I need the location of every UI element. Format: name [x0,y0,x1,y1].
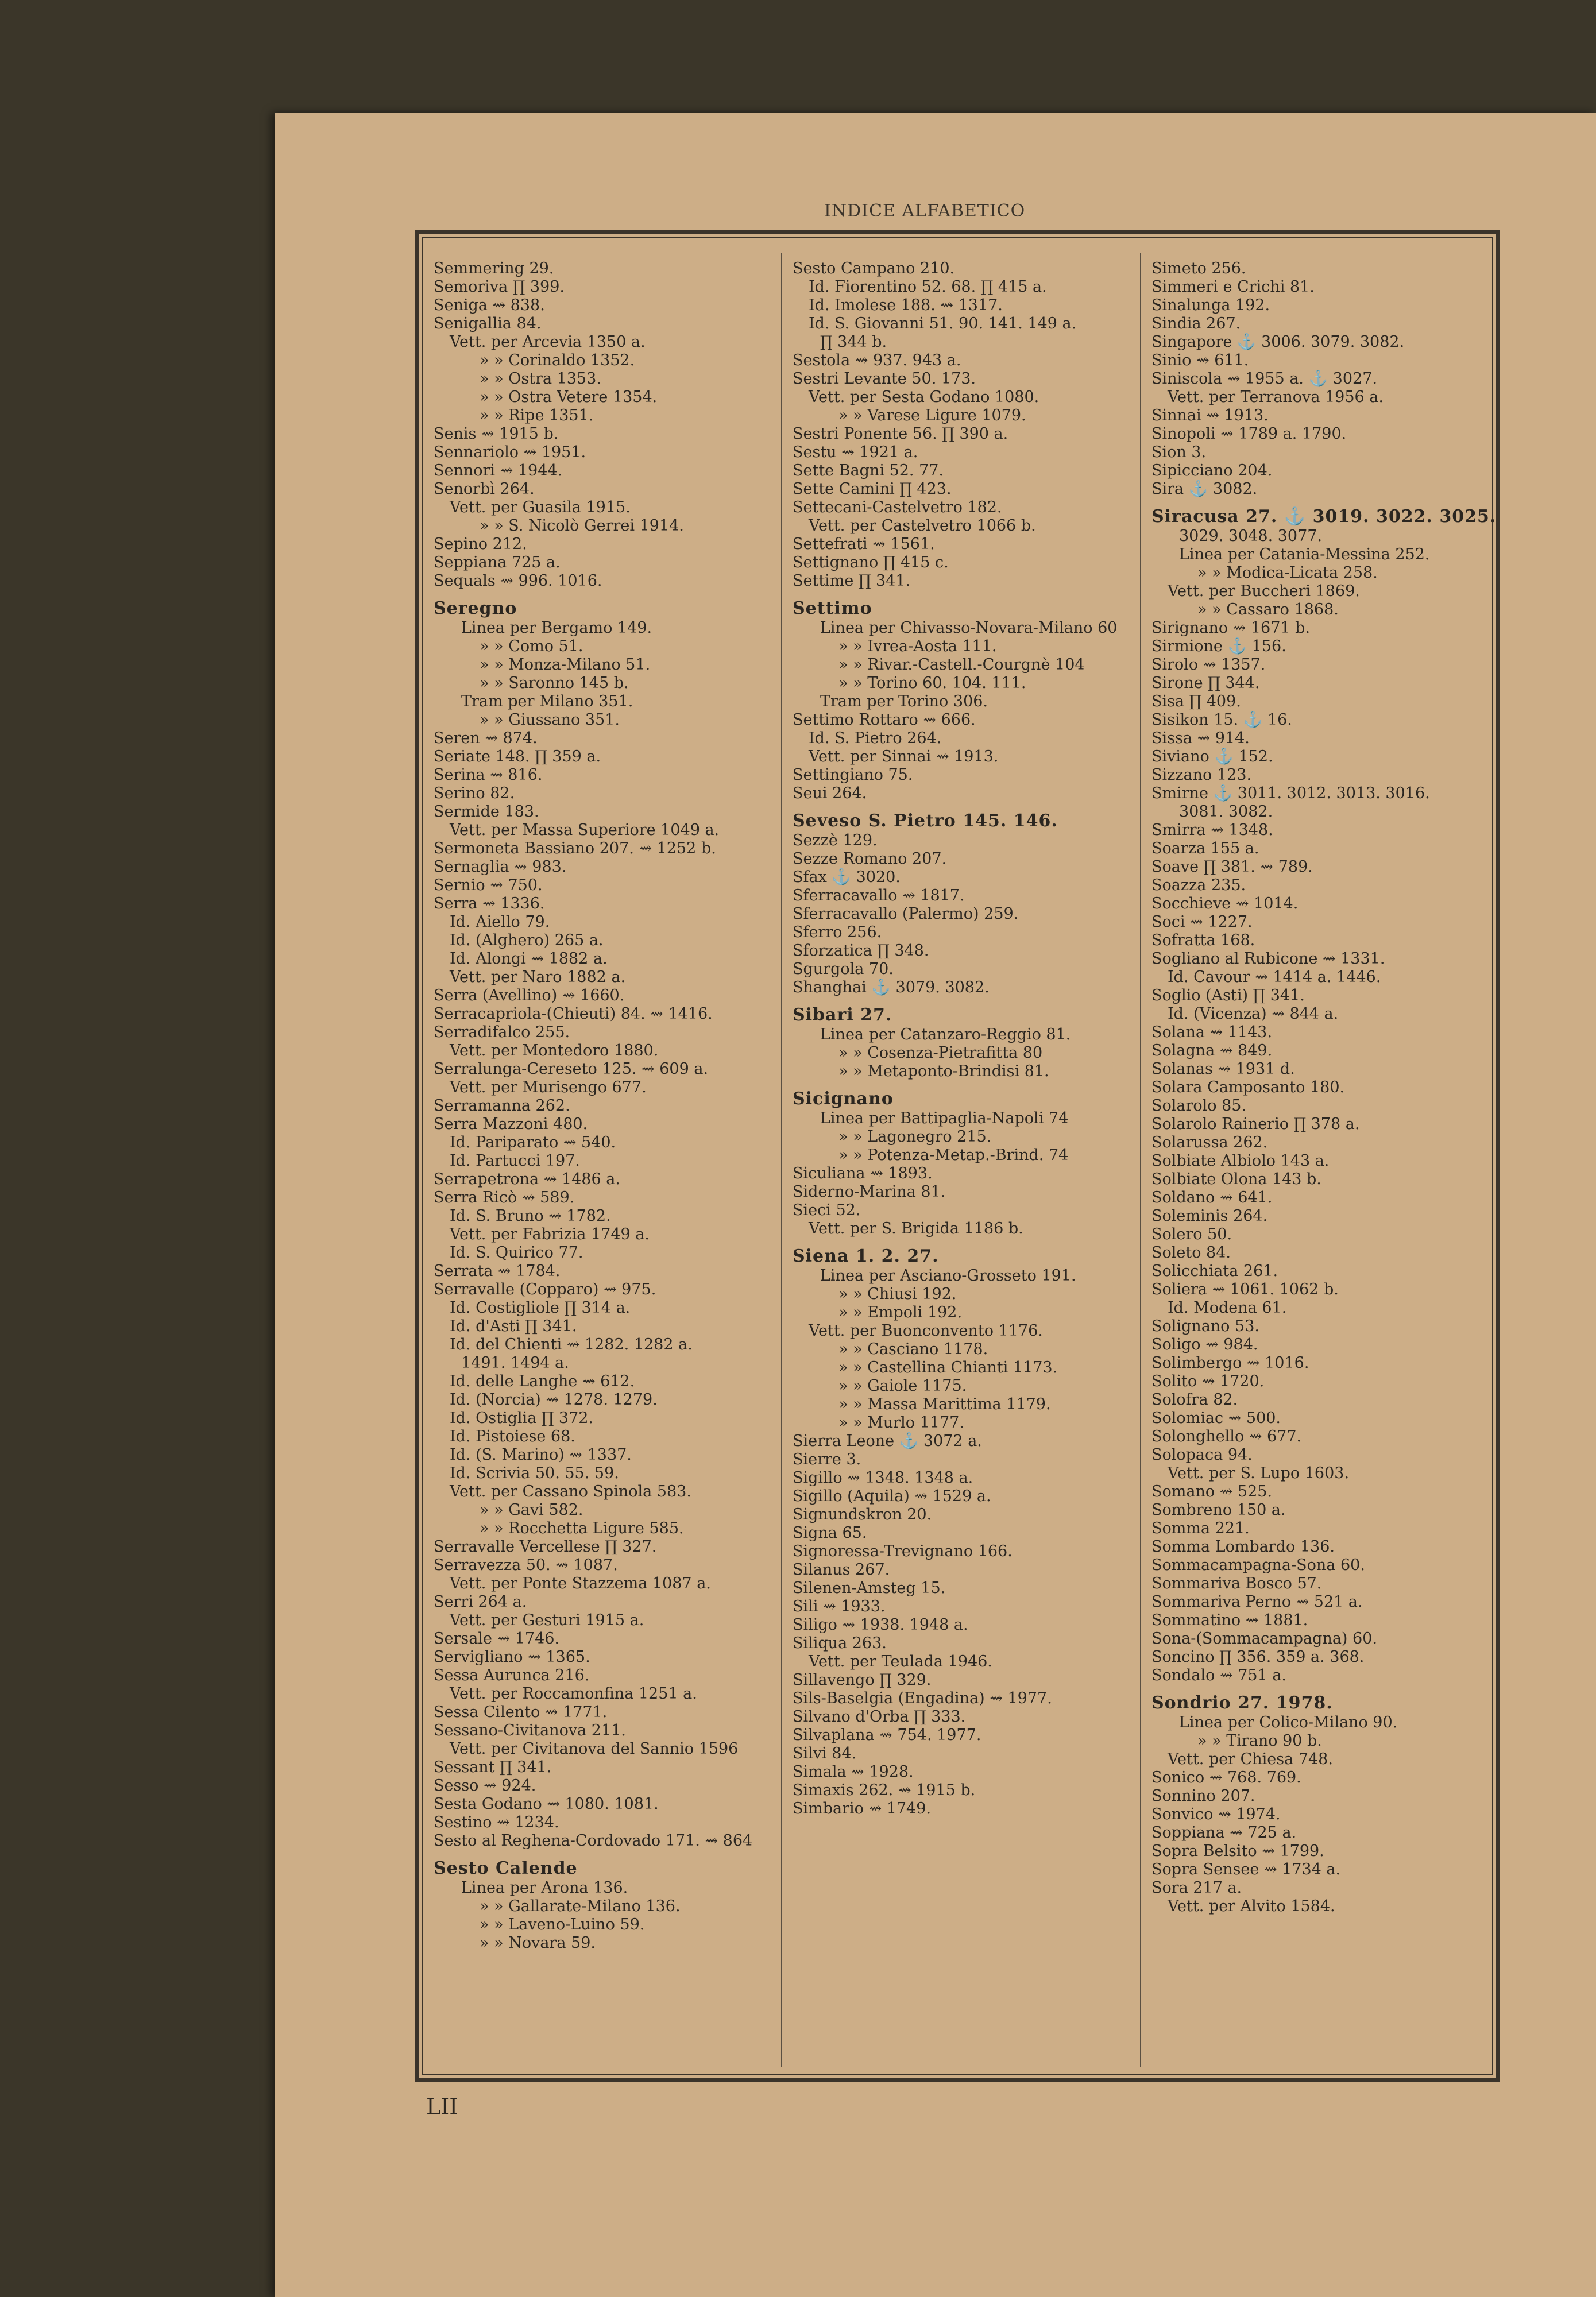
index-entry: Somma Lombardo 136. [1151,1538,1335,1556]
index-entry: Sesta Godano ⇝ 1080. 1081. [434,1795,659,1813]
index-entry: Sestola ⇝ 937. 943 a. [793,351,961,369]
index-entry: Sesto al Reghena-Cordovado 171. ⇝ 864 [434,1832,753,1850]
index-entry: Vett. per Roccamonfina 1251 a. [450,1685,697,1703]
index-entry: Serravalle Vercellese ∏ 327. [434,1538,657,1556]
index-entry: Sferracavallo (Palermo) 259. [793,905,1019,923]
index-entry: Id. S. Pietro 264. [809,729,942,747]
index-entry: Sonvico ⇝ 1974. [1151,1805,1281,1823]
index-entry: Sogliano al Rubicone ⇝ 1331. [1151,950,1385,968]
index-entry: Senorbì 264. [434,480,535,498]
index-entry: Sofratta 168. [1151,931,1255,949]
index-entry: Id. delle Langhe ⇝ 612. [450,1372,635,1390]
index-entry: Simmeri e Crichi 81. [1151,278,1315,296]
index-entry: » » Gallarate-Milano 136. [480,1897,681,1915]
index-entry: » » Castellina Chianti 1173. [838,1359,1058,1376]
index-entry: Sona-(Sommacampagna) 60. [1151,1630,1377,1648]
index-entry: Singapore ⚓ 3006. 3079. 3082. [1151,333,1405,351]
index-entry: Vett. per Buonconvento 1176. [809,1322,1043,1340]
column-divider [781,253,782,2067]
index-entry: Vett. per Arcevia 1350 a. [450,333,646,351]
index-entry: Tram per Milano 351. [461,693,633,710]
index-entry: Sermide 183. [434,803,539,821]
index-entry: Sierre 3. [793,1451,861,1468]
index-entry: Sferro 256. [793,923,882,941]
index-entry: » » Ivrea-Aosta 111. [838,637,997,655]
index-entry: Sili ⇝ 1933. [793,1598,886,1615]
index-entry: Sinnai ⇝ 1913. [1151,407,1269,424]
index-entry: Signoressa-Trevignano 166. [793,1542,1013,1560]
index-entry: Id. Partucci 197. [450,1152,580,1170]
index-entry: Solanas ⇝ 1931 d. [1151,1060,1295,1078]
index-entry: Sestri Levante 50. 173. [793,370,976,388]
index-entry: Vett. per S. Lupo 1603. [1168,1464,1350,1482]
index-entry: Solbiate Olona 143 b. [1151,1170,1321,1188]
index-entry: Seniga ⇝ 838. [434,296,545,314]
index-entry: Vett. per Sesta Godano 1080. [809,388,1039,406]
index-entry: » » Rivar.-Castell.-Courgnè 104 [838,656,1085,674]
index-entry: Id. S. Quirico 77. [450,1244,583,1262]
index-entry: Smirra ⇝ 1348. [1151,821,1273,839]
index-entry: Sesto Campano 210. [793,260,955,277]
index-entry: Sira ⚓ 3082. [1151,480,1258,498]
index-entry: Id. (Vicenza) ⇝ 844 a. [1168,1005,1339,1023]
index-entry: Vett. per Sinnai ⇝ 1913. [809,748,999,765]
index-entry: Soci ⇝ 1227. [1151,913,1253,931]
index-entry: Solito ⇝ 1720. [1151,1372,1265,1390]
index-entry: Sessa Cilento ⇝ 1771. [434,1703,608,1721]
index-entry: Sommatino ⇝ 1881. [1151,1611,1308,1629]
index-entry: Tram per Torino 306. [820,693,988,710]
index-entry: 3029. 3048. 3077. [1179,527,1323,545]
index-entry: Sindia 267. [1151,315,1241,332]
index-entry: Seveso S. Pietro 145. 146. [793,811,1058,831]
index-entry: Settingiano 75. [793,766,913,784]
index-entry: Seregno [434,598,517,618]
index-entry: Sion 3. [1151,443,1207,461]
index-entry: Id. del Chienti ⇝ 1282. 1282 a. [450,1336,693,1354]
index-entry: Sinio ⇝ 611. [1151,351,1249,369]
index-entry: Serri 264 a. [434,1593,527,1611]
index-entry: » » Massa Marittima 1179. [838,1395,1051,1413]
index-entry: Solomiac ⇝ 500. [1151,1409,1281,1427]
index-entry: 3081. 3082. [1179,803,1273,821]
index-entry: Sette Camini ∏ 423. [793,480,952,498]
index-entry: Sestu ⇝ 1921 a. [793,443,918,461]
index-entry: Sizzano 123. [1151,766,1252,784]
index-entry: Serrata ⇝ 1784. [434,1262,561,1280]
index-entry: Servigliano ⇝ 1365. [434,1648,590,1666]
index-entry: Serravalle (Copparo) ⇝ 975. [434,1281,656,1298]
index-entry: Somma 221. [1151,1519,1250,1537]
index-entry: Sillavengo ∏ 329. [793,1671,932,1689]
index-entry: Soliera ⇝ 1061. 1062 b. [1151,1281,1339,1298]
index-entry: Linea per Colico-Milano 90. [1179,1714,1398,1731]
index-entry: Id. Costigliole ∏ 314 a. [450,1299,631,1317]
index-entry: Simaxis 262. ⇝ 1915 b. [793,1781,976,1799]
index-entry: Sirmione ⚓ 156. [1151,637,1286,655]
index-entry: Sora 217 a. [1151,1879,1242,1897]
index-entry: » » Murlo 1177. [838,1414,964,1432]
index-entry: Sennariolo ⇝ 1951. [434,443,586,461]
index-entry: Smirne ⚓ 3011. 3012. 3013. 3016. [1151,784,1430,802]
index-entry: Silvaplana ⇝ 754. 1977. [793,1726,981,1744]
index-entry: Sennori ⇝ 1944. [434,462,563,479]
index-entry: Sirone ∏ 344. [1151,674,1260,692]
index-entry: Seppiana 725 a. [434,554,561,571]
index-entry: Vett. per Civitanova del Sannio 1596 [450,1740,739,1758]
index-entry: Settecani-Castelvetro 182. [793,498,1002,516]
index-entry: Sessant ∏ 341. [434,1758,552,1776]
index-entry: Sezzè 129. [793,832,878,849]
index-entry: Simbario ⇝ 1749. [793,1800,931,1818]
index-entry: Sonnino 207. [1151,1787,1255,1805]
index-entry: Siracusa 27. ⚓ 3019. 3022. 3025. [1151,506,1496,527]
index-entry: Id. Pariparato ⇝ 540. [450,1134,616,1151]
index-entry: Serradifalco 255. [434,1023,570,1041]
index-entry: Seren ⇝ 874. [434,729,538,747]
index-entry: Sirolo ⇝ 1357. [1151,656,1266,674]
index-entry: Id. Pistoiese 68. [450,1428,575,1445]
index-entry: » » Torino 60. 104. 111. [838,674,1026,692]
index-entry: Seriate 148. ∏ 359 a. [434,748,601,765]
index-entry: Vett. per Terranova 1956 a. [1168,388,1384,406]
index-entry: Somano ⇝ 525. [1151,1483,1273,1501]
index-entry: Solbiate Albiolo 143 a. [1151,1152,1330,1170]
index-entry: Sinalunga 192. [1151,296,1270,314]
index-entry: Silvi 84. [793,1745,857,1762]
index-entry: » » Empoli 192. [838,1304,963,1321]
index-entry: Id. (Norcia) ⇝ 1278. 1279. [450,1391,658,1409]
index-entry: Silanus 267. [793,1561,890,1579]
index-entry: Vett. per Guasila 1915. [450,498,631,516]
index-entry: Sieci 52. [793,1201,861,1219]
index-entry: Simala ⇝ 1928. [793,1763,914,1781]
index-entry: Vett. per Massa Superiore 1049 a. [450,821,720,839]
index-entry: Id. S. Bruno ⇝ 1782. [450,1207,611,1225]
index-entry: Soleto 84. [1151,1244,1231,1262]
index-entry: Vett. per Montedoro 1880. [450,1042,659,1059]
index-entry: » » Ripe 1351. [480,407,594,424]
index-entry: Sfax ⚓ 3020. [793,868,901,886]
index-entry: Linea per Asciano-Grosseto 191. [820,1267,1076,1285]
index-entry: Sessano-Civitanova 211. [434,1722,626,1739]
index-entry: Sessa Aurunca 216. [434,1666,590,1684]
index-entry: Siviano ⚓ 152. [1151,748,1273,765]
index-entry: Shanghai ⚓ 3079. 3082. [793,979,990,996]
index-entry: Serra Ricò ⇝ 589. [434,1189,575,1206]
index-entry: Sigillo ⇝ 1348. 1348 a. [793,1469,973,1487]
index-entry: Sommacampagna-Sona 60. [1151,1556,1365,1574]
index-entry: Id. (Alghero) 265 a. [450,931,604,949]
index-entry: Solero 50. [1151,1225,1232,1243]
index-entry: Siderno-Marina 81. [793,1183,946,1201]
index-entry: Sferracavallo ⇝ 1817. [793,887,965,904]
index-entry: Sopra Sensee ⇝ 1734 a. [1151,1861,1341,1878]
index-entry: Sesto Calende [434,1858,578,1878]
index-entry: Linea per Catania-Messina 252. [1179,546,1430,563]
index-column-3 [1151,260,1496,2068]
index-entry: Soarza 155 a. [1151,840,1259,857]
index-entry: Solignano 53. [1151,1317,1259,1335]
index-entry: Linea per Bergamo 149. [461,619,652,637]
index-entry: Sissa ⇝ 914. [1151,729,1250,747]
index-entry: Semmering 29. [434,260,554,277]
index-entry: Soleminis 264. [1151,1207,1268,1225]
index-entry: Siculiana ⇝ 1893. [793,1165,933,1182]
index-entry: Vett. per Chiesa 748. [1168,1750,1333,1768]
index-entry: » » Rocchetta Ligure 585. [480,1519,684,1537]
index-entry: Settimo Rottaro ⇝ 666. [793,711,976,729]
index-entry: Linea per Arona 136. [461,1879,628,1897]
index-entry: Soldano ⇝ 641. [1151,1189,1273,1206]
index-entry: » » Modica-Licata 258. [1197,564,1378,582]
index-entry: Settime ∏ 341. [793,572,911,590]
index-entry: » » Ostra 1353. [480,370,601,388]
index-entry: Sernaglia ⇝ 983. [434,858,567,876]
index-entry: Sonico ⇝ 768. 769. [1151,1769,1301,1786]
index-entry: Id. d'Asti ∏ 341. [450,1317,577,1335]
index-entry: Signa 65. [793,1524,867,1542]
index-entry: Id. Cavour ⇝ 1414 a. 1446. [1168,968,1381,986]
index-entry: Id. Modena 61. [1168,1299,1287,1317]
index-column-2 [793,260,1137,2068]
index-entry: Solagna ⇝ 849. [1151,1042,1273,1059]
index-entry: Sommariva Perno ⇝ 521 a. [1151,1593,1363,1611]
index-entry: ∏ 344 b. [820,333,887,351]
index-entry: Serrapetrona ⇝ 1486 a. [434,1170,620,1188]
index-entry: Serra Mazzoni 480. [434,1115,588,1133]
index-entry: Semoriva ∏ 399. [434,278,565,296]
index-entry: Solicchiata 261. [1151,1262,1278,1280]
index-entry: Serino 82. [434,784,515,802]
index-entry: Solarussa 262. [1151,1134,1268,1151]
index-entry: Serra ⇝ 1336. [434,895,545,912]
index-entry: Simeto 256. [1151,260,1246,277]
index-entry: Serracapriola-(Chieuti) 84. ⇝ 1416. [434,1005,713,1023]
index-entry: Soazza 235. [1151,876,1246,894]
index-entry: » » Casciano 1178. [838,1340,988,1358]
index-entry: Sibari 27. [793,1005,892,1025]
index-entry: Solofra 82. [1151,1391,1238,1409]
index-entry: Silvano d'Orba ∏ 333. [793,1708,966,1726]
index-entry: Senis ⇝ 1915 b. [434,425,559,443]
index-entry: Vett. per Alvito 1584. [1168,1897,1335,1915]
index-entry: Soave ∏ 381. ⇝ 789. [1151,858,1313,876]
index-entry: Vett. per Fabrizia 1749 a. [450,1225,650,1243]
index-entry: Solopaca 94. [1151,1446,1253,1464]
index-entry: Sestri Ponente 56. ∏ 390 a. [793,425,1008,443]
index-entry: » » Varese Ligure 1079. [838,407,1026,424]
index-entry: Sesso ⇝ 924. [434,1777,536,1795]
index-entry: Sgurgola 70. [793,960,894,978]
index-entry: » » Metaponto-Brindisi 81. [838,1062,1049,1080]
index-entry: Solarolo Rainerio ∏ 378 a. [1151,1115,1360,1133]
index-entry: » » Ostra Vetere 1354. [480,388,658,406]
index-entry: Linea per Chivasso-Novara-Milano 60 [820,619,1118,637]
index-entry: Vett. per Buccheri 1869. [1168,582,1360,600]
index-entry: Serramanna 262. [434,1097,570,1115]
index-entry: Settimo [793,598,872,618]
index-entry: Sirignano ⇝ 1671 b. [1151,619,1311,637]
index-entry: » » Tirano 90 b. [1197,1732,1322,1750]
index-entry: Soncino ∏ 356. 359 a. 368. [1151,1648,1365,1666]
index-entry: Serralunga-Cereseto 125. ⇝ 609 a. [434,1060,709,1078]
index-entry: Seui 264. [793,784,867,802]
index-entry: Siniscola ⇝ 1955 a. ⚓ 3027. [1151,370,1377,388]
column-divider [1140,253,1141,2067]
index-entry: Vett. per Naro 1882 a. [450,968,626,986]
index-entry: Sombreno 150 a. [1151,1501,1286,1519]
index-entry: Settignano ∏ 415 c. [793,554,949,571]
index-entry: Siliqua 263. [793,1634,887,1652]
index-entry: Linea per Catanzaro-Reggio 81. [820,1026,1071,1043]
index-entry: Sepino 212. [434,535,527,553]
index-entry: Vett. per S. Brigida 1186 b. [809,1220,1023,1238]
index-entry: Solimbergo ⇝ 1016. [1151,1354,1309,1372]
index-entry: Serra (Avellino) ⇝ 1660. [434,987,625,1004]
index-entry: Soligo ⇝ 984. [1151,1336,1258,1354]
index-entry: Sernio ⇝ 750. [434,876,543,894]
index-entry: » » Laveno-Luino 59. [480,1916,645,1933]
index-entry: » » Cosenza-Pietrafitta 80 [838,1044,1043,1062]
index-entry: » » Cassaro 1868. [1197,601,1339,618]
index-entry: Solara Camposanto 180. [1151,1078,1345,1096]
index-entry: Sicignano [793,1089,894,1109]
index-entry: » » Chiusi 192. [838,1285,957,1303]
index-entry: Id. S. Giovanni 51. 90. 141. 149 a. [809,315,1077,332]
index-entry: Sondalo ⇝ 751 a. [1151,1666,1286,1684]
index-entry: Sils-Baselgia (Engadina) ⇝ 1977. [793,1689,1052,1707]
index-entry: Sezze Romano 207. [793,850,947,868]
index-entry: Vett. per Murisengo 677. [450,1078,647,1096]
index-entry: Id. Imolese 188. ⇝ 1317. [809,296,1003,314]
index-entry: Sopra Belsito ⇝ 1799. [1151,1842,1324,1860]
page-number: LII [426,2094,458,2120]
index-entry: Id. Fiorentino 52. 68. ∏ 415 a. [809,278,1047,296]
index-entry: » » Gavi 582. [480,1501,583,1519]
index-entry: Vett. per Castelvetro 1066 b. [809,517,1036,535]
index-column-1 [434,260,778,2068]
index-entry: Signundskron 20. [793,1506,932,1523]
index-entry: » » Como 51. [480,637,583,655]
index-entry: Vett. per Cassano Spinola 583. [450,1483,691,1501]
index-entry: Solonghello ⇝ 677. [1151,1428,1302,1445]
index-entry: Settefrati ⇝ 1561. [793,535,935,553]
index-entry: » » Giussano 351. [480,711,620,729]
index-entry: Sisikon 15. ⚓ 16. [1151,711,1292,729]
index-entry: Sinopoli ⇝ 1789 a. 1790. [1151,425,1347,443]
index-entry: Id. Scrivia 50. 55. 59. [450,1464,619,1482]
index-entry: Sierra Leone ⚓ 3072 a. [793,1432,982,1450]
index-entry: » » Lagonegro 215. [838,1128,992,1146]
index-entry: Sipicciano 204. [1151,462,1273,479]
index-entry: Silenen-Amsteg 15. [793,1579,946,1597]
index-entry: Id. Aiello 79. [450,913,550,931]
index-entry: Sisa ∏ 409. [1151,693,1241,710]
index-entry: Vett. per Gesturi 1915 a. [450,1611,644,1629]
index-entry: Id. Alongi ⇝ 1882 a. [450,950,608,968]
index-entry: Serravezza 50. ⇝ 1087. [434,1556,618,1574]
index-entry: » » Saronno 145 b. [480,674,629,692]
index-entry: Siligo ⇝ 1938. 1948 a. [793,1616,968,1634]
index-entry: Socchieve ⇝ 1014. [1151,895,1299,912]
index-entry: » » Potenza-Metap.-Brind. 74 [838,1146,1069,1164]
index-entry: Id. Ostiglia ∏ 372. [450,1409,594,1427]
index-entry: Sigillo (Aquila) ⇝ 1529 a. [793,1487,991,1505]
index-entry: Serina ⇝ 816. [434,766,543,784]
index-entry: Vett. per Teulada 1946. [809,1653,992,1670]
index-entry: Solarolo 85. [1151,1097,1247,1115]
index-entry: 1491. 1494 a. [461,1354,569,1372]
index-entry: Sforzatica ∏ 348. [793,942,929,960]
index-entry: Sette Bagni 52. 77. [793,462,944,479]
index-entry: Linea per Battipaglia-Napoli 74 [820,1109,1069,1127]
index-entry: Sondrio 27. 1978. [1151,1693,1333,1713]
index-entry: Sommariva Bosco 57. [1151,1575,1322,1592]
index-entry: Soppiana ⇝ 725 a. [1151,1824,1297,1842]
index-entry: Senigallia 84. [434,315,542,332]
index-entry: » » Corinaldo 1352. [480,351,635,369]
index-entry: Soglio (Asti) ∏ 341. [1151,987,1305,1004]
index-entry: » » Gaiole 1175. [838,1377,967,1395]
index-entry: Sequals ⇝ 996. 1016. [434,572,602,590]
index-entry: Siena 1. 2. 27. [793,1246,939,1266]
index-entry: » » Novara 59. [480,1934,596,1952]
index-entry: Sersale ⇝ 1746. [434,1630,560,1648]
index-entry: Sestino ⇝ 1234. [434,1813,559,1831]
index-entry: Id. (S. Marino) ⇝ 1337. [450,1446,632,1464]
index-entry: Vett. per Ponte Stazzema 1087 a. [450,1575,711,1592]
index-entry: » » Monza-Milano 51. [480,656,651,674]
index-entry: Sermoneta Bassiano 207. ⇝ 1252 b. [434,840,716,857]
index-entry: Solana ⇝ 1143. [1151,1023,1273,1041]
index-entry: » » S. Nicolò Gerrei 1914. [480,517,684,535]
